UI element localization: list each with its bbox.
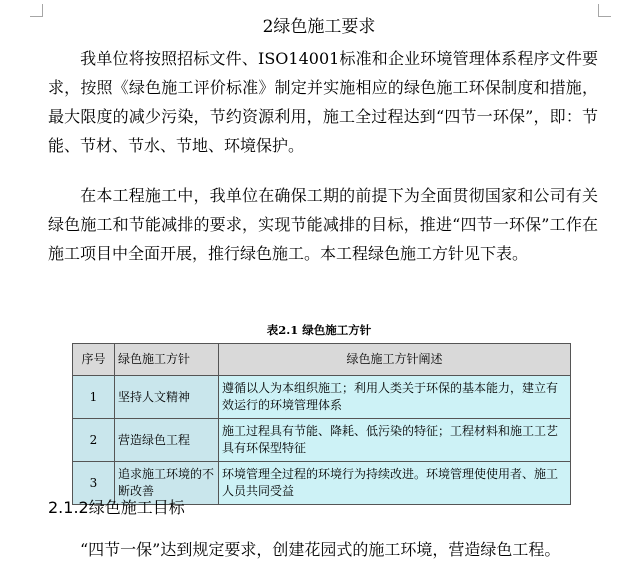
row-policy: 坚持人文精神 (115, 376, 219, 419)
row-policy: 营造绿色工程 (115, 419, 219, 462)
header-description: 绿色施工方针阐述 (219, 344, 571, 376)
green-policy-table (72, 343, 571, 505)
row-serial: 3 (73, 462, 115, 505)
row-policy: 追求施工环境的不断改善 (115, 462, 219, 505)
paragraph-intro (48, 44, 598, 160)
paragraph-goal: “四节一保”达到规定要求，创建花园式的施工环境，营造绿色工程。 (80, 540, 561, 559)
header-serial: 序号 (73, 344, 115, 376)
paragraph-policy (48, 181, 598, 268)
header-policy: 绿色施工方针 (115, 344, 219, 376)
row-serial: 1 (73, 376, 115, 419)
row-description: 遵循以人为本组织施工；利用人类关于环保的基本能力，建立有效运行的环境管理体系 (219, 376, 571, 419)
row-serial: 2 (73, 419, 115, 462)
row-description: 环境管理全过程的环境行为持续改进。环境管理使使用者、施工人员共同受益 (219, 462, 571, 505)
table-row (73, 419, 571, 462)
table-row (73, 376, 571, 419)
paragraph-policy-text: 在本工程施工中，我单位在确保工期的前提下为全面贯彻国家和公司有关绿色施工和节能减排的要求，实现节能减排的目标，推进“四节一环保”工作在施工项目中全面开展，推行绿色施工。本工程绿色施工方针见下表。 (48, 186, 598, 263)
paragraph-intro-text: 我单位将按照招标文件、ISO14001标准和企业环境管理体系程序文件要求，按照《绿色施工评价标准》制定并实施相应的绿色施工环保制度和措施，最大限度的减少污染，节约资源利用，施工全过程达到“四节一环保”，即：节能、节材、节水、节地、环境保护。 (48, 49, 598, 155)
table-caption: 表2.1 绿色施工方针 (266, 323, 372, 337)
section-title: 2绿色施工要求 (262, 17, 376, 37)
table-header-row (73, 344, 571, 376)
row-description: 施工过程具有节能、降耗、低污染的特征；工程材料和施工工艺具有环保型特征 (219, 419, 571, 462)
subsection-heading: 2.1.2绿色施工目标 (48, 498, 185, 517)
